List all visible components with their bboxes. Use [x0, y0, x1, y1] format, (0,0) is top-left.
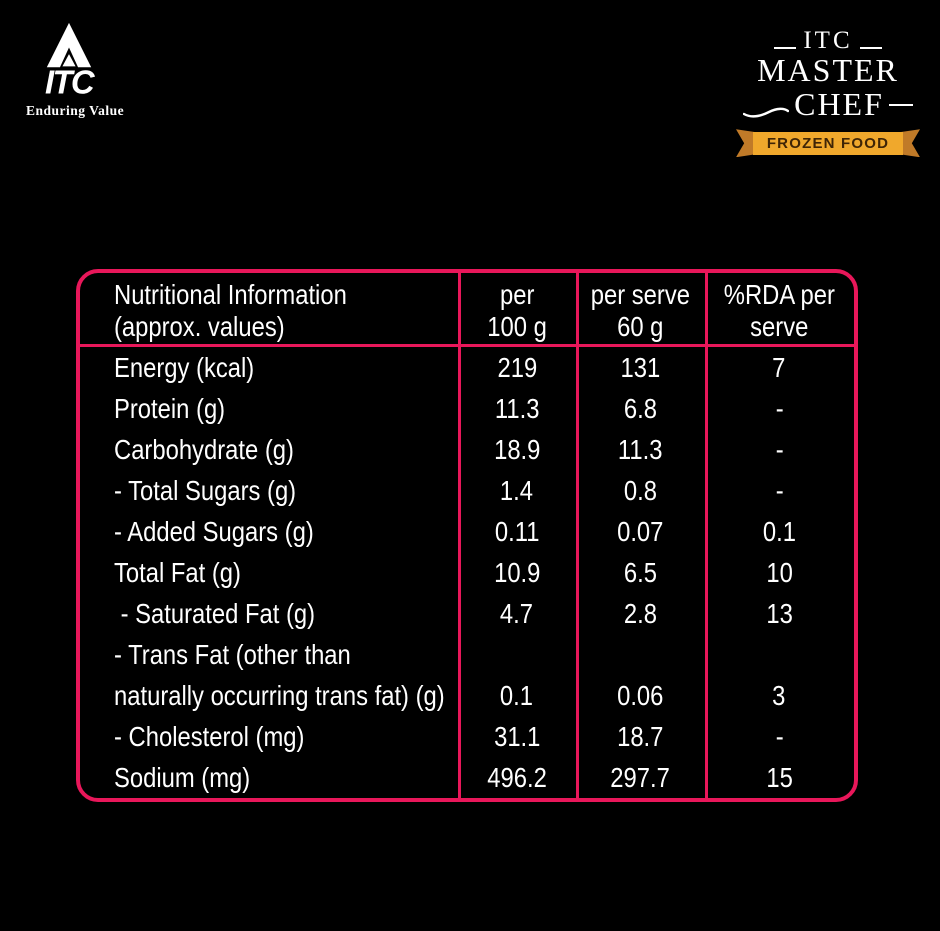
- frozen-food-banner-text: FROZEN FOOD: [753, 132, 903, 155]
- table-row: [80, 347, 854, 388]
- per-100g-value-cell: [458, 634, 576, 716]
- table-row: [80, 511, 854, 552]
- rda-value: -: [775, 475, 784, 506]
- nutrient-label: - Saturated Fat (g): [114, 598, 316, 629]
- table-header-row: [80, 273, 854, 346]
- nutrient-label-cell: [80, 634, 458, 716]
- per-serve-value-cell: [576, 593, 704, 634]
- rda-value-cell: [705, 347, 854, 388]
- chef-rule-icon: [889, 104, 913, 106]
- per-serve-value-cell: [576, 634, 704, 716]
- rda-value-cell: [705, 552, 854, 593]
- table-row: [80, 388, 854, 429]
- rda-value: -: [775, 721, 784, 752]
- nutrient-label: naturally occurring trans fat) (g): [114, 680, 445, 711]
- table-row: [80, 552, 854, 593]
- itc-triangle-icon: [27, 22, 111, 96]
- per-serve-value: 0.8: [623, 475, 657, 506]
- table-row: [80, 757, 854, 798]
- per-100g-value-cell: [458, 470, 576, 511]
- header-text: Nutritional Information: [114, 278, 347, 310]
- nutrient-label-cell: [80, 757, 458, 798]
- per-100g-value: 18.9: [493, 434, 541, 465]
- per-100g-value: 4.7: [500, 598, 534, 629]
- per-100g-value: 0.1: [500, 680, 534, 711]
- header-cell: [705, 279, 854, 343]
- per-100g-value-cell: [458, 511, 576, 552]
- nutrient-label-cell: [80, 470, 458, 511]
- header-cell: [80, 279, 458, 343]
- header-text: serve: [750, 310, 809, 342]
- rda-value: 0.1: [762, 516, 796, 547]
- rda-value: 13: [766, 598, 793, 629]
- rda-value-cell: [705, 511, 854, 552]
- per-serve-value-cell: [576, 388, 704, 429]
- table-row: [80, 634, 854, 716]
- per-100g-value-cell: [458, 593, 576, 634]
- header-text: 60 g: [617, 310, 664, 342]
- per-serve-value: 11.3: [618, 434, 663, 465]
- nutrition-table: [76, 269, 858, 802]
- rda-value: 3: [772, 680, 786, 711]
- left-rule-icon: [774, 47, 796, 49]
- per-serve-value: 18.7: [617, 721, 664, 752]
- per-serve-value-cell: [576, 429, 704, 470]
- rda-value: 7: [772, 352, 786, 383]
- header-text: %RDA per: [723, 278, 835, 310]
- per-serve-value-cell: [576, 552, 704, 593]
- masterchef-chef-line: [740, 85, 916, 122]
- per-100g-value: 10.9: [493, 557, 541, 588]
- per-100g-value: 1.4: [500, 475, 534, 506]
- table-row: [80, 470, 854, 511]
- rda-value-cell: [705, 593, 854, 634]
- nutrient-label-cell: [80, 511, 458, 552]
- per-100g-value-cell: [458, 388, 576, 429]
- table-body: [80, 347, 854, 798]
- nutrient-label-cell: [80, 429, 458, 470]
- rda-value: 15: [766, 762, 793, 793]
- per-serve-value-cell: [576, 347, 704, 388]
- per-100g-value: 11.3: [494, 393, 540, 424]
- frozen-food-ribbon: [740, 128, 916, 160]
- header-text: per: [499, 278, 535, 310]
- per-serve-value: 0.07: [617, 516, 664, 547]
- per-100g-value-cell: [458, 347, 576, 388]
- swash-flourish-icon: [743, 104, 789, 120]
- right-rule-icon: [860, 47, 882, 49]
- nutrient-label-cell: [80, 388, 458, 429]
- masterchef-chef-text: CHEF: [794, 85, 884, 122]
- masterchef-master-text: MASTER: [757, 52, 899, 88]
- itc-logo: [26, 22, 125, 119]
- per-100g-value-cell: [458, 757, 576, 798]
- rda-value-cell: [705, 429, 854, 470]
- masterchef-logo: [740, 28, 916, 160]
- per-serve-value: 6.8: [623, 393, 657, 424]
- rda-value-cell: [705, 634, 854, 716]
- masterchef-itc-line: [740, 28, 916, 53]
- per-serve-value: 131: [620, 352, 661, 383]
- per-100g-value-cell: [458, 552, 576, 593]
- header-text: 100 g: [487, 310, 547, 342]
- nutrient-label-cell: [80, 716, 458, 757]
- table-row: [80, 429, 854, 470]
- masterchef-itc-text: ITC: [803, 27, 853, 54]
- nutrient-label: - Trans Fat (other than: [114, 639, 351, 670]
- nutrient-label-cell: [80, 552, 458, 593]
- per-serve-value: 6.5: [623, 557, 657, 588]
- per-100g-value: 0.11: [494, 516, 540, 547]
- rda-value-cell: [705, 470, 854, 511]
- nutrient-label: - Added Sugars (g): [114, 516, 314, 547]
- rda-value-cell: [705, 716, 854, 757]
- per-serve-value-cell: [576, 470, 704, 511]
- itc-tagline: Enduring Value: [26, 103, 125, 118]
- rda-value-cell: [705, 388, 854, 429]
- nutrient-label: - Total Sugars (g): [114, 475, 297, 506]
- nutrient-label-cell: [80, 347, 458, 388]
- per-serve-value-cell: [576, 716, 704, 757]
- header-cell: [576, 279, 704, 343]
- nutrient-label: Total Fat (g): [114, 557, 241, 588]
- header-cell: [458, 279, 576, 343]
- per-serve-value-cell: [576, 757, 704, 798]
- table-row: [80, 593, 854, 634]
- per-100g-value: 496.2: [487, 762, 547, 793]
- rda-value: -: [775, 434, 784, 465]
- nutrient-label: - Cholesterol (mg): [114, 721, 305, 752]
- header-text: (approx. values): [114, 310, 285, 342]
- nutrient-label: Energy (kcal): [114, 352, 255, 383]
- header-text: per serve: [590, 278, 690, 310]
- nutrient-label-cell: [80, 593, 458, 634]
- per-100g-value-cell: [458, 429, 576, 470]
- nutrient-label: Sodium (mg): [114, 762, 251, 793]
- per-serve-value: 2.8: [623, 598, 657, 629]
- nutrient-label: Carbohydrate (g): [114, 434, 294, 465]
- table-row: [80, 716, 854, 757]
- per-serve-value: 0.06: [617, 680, 664, 711]
- per-100g-value-cell: [458, 716, 576, 757]
- nutrient-label: Protein (g): [114, 393, 226, 424]
- per-serve-value-cell: [576, 511, 704, 552]
- per-serve-value: 297.7: [610, 762, 671, 793]
- svg-text:ITC: ITC: [44, 63, 94, 96]
- per-100g-value: 31.1: [493, 721, 541, 752]
- rda-value-cell: [705, 757, 854, 798]
- rda-value: 10: [766, 557, 793, 588]
- rda-value: -: [775, 393, 784, 424]
- per-100g-value: 219: [497, 352, 537, 383]
